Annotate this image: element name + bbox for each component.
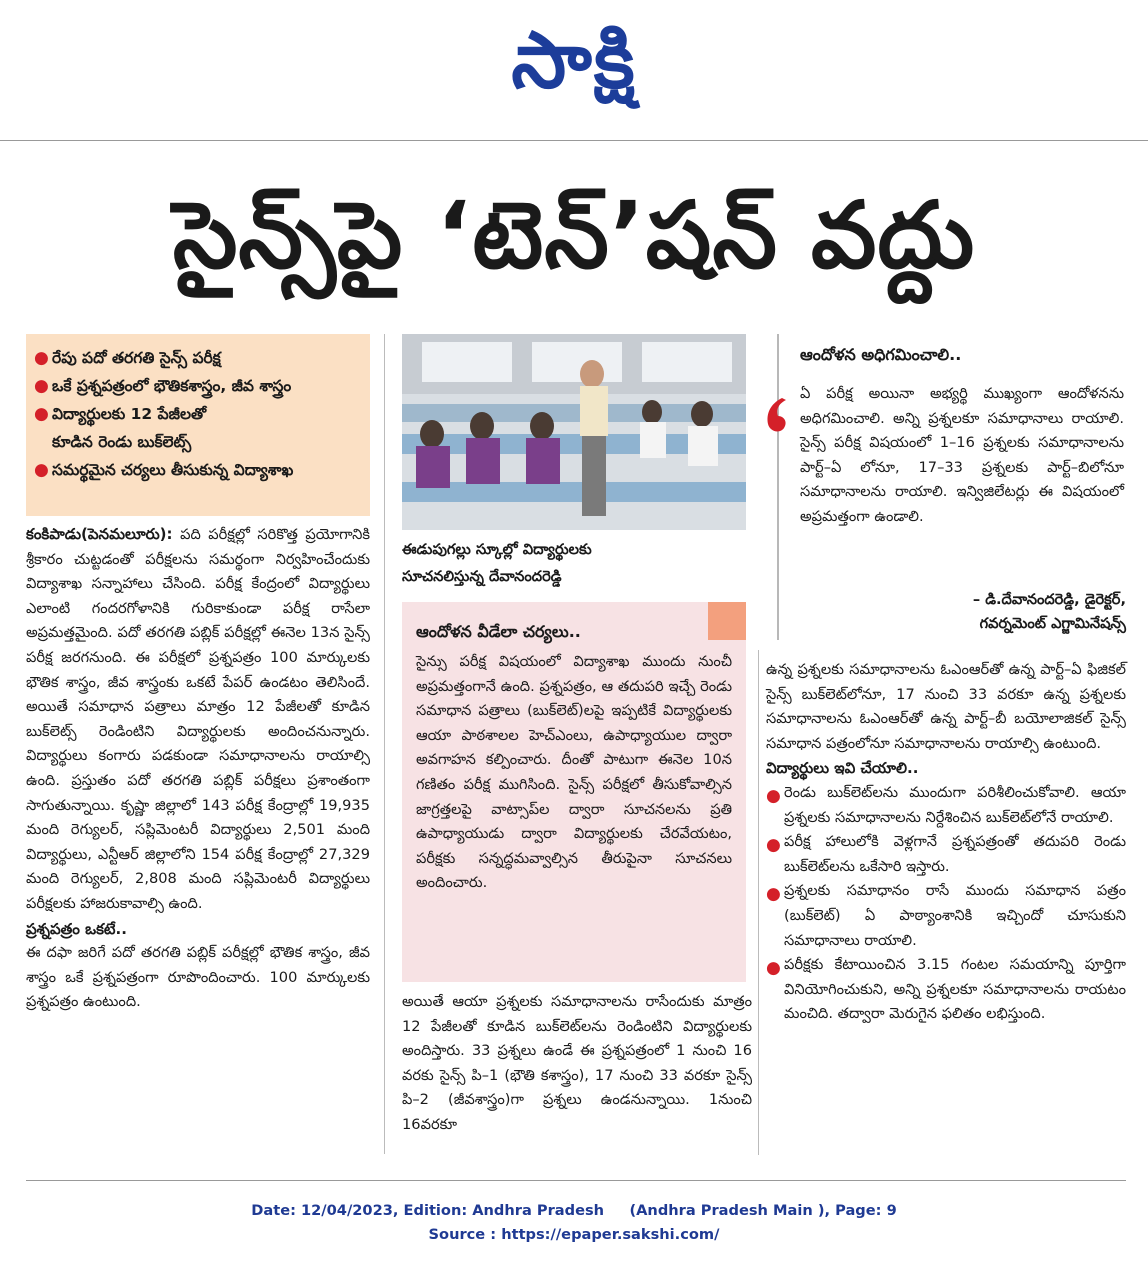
dateline: కంకిపాడు(పెనమలూరు):: [26, 525, 173, 543]
quote-body: ఏ పరీక్ష అయినా అభ్యర్థి ముఖ్యంగా ఆందోళనను అధిగమించాలి. అన్ని ప్రశ్నలకూ సమాధానాలు రాయాలి. సైన్స్ పరీక్ష విషయంలో 1–16 ప్రశ్నలకు సమాధానాలను పార్ట్–ఏ లోనూ, 17–33 ప్రశ్నలకు పార్ట్–బిలోనూ సమాధానాలను రాయాలి. ఇన్విజిలేటర్లు ఈ విషయంలో అప్రమత్తంగా ఉండాలి.: [800, 385, 1124, 525]
highlights-box: [26, 334, 370, 516]
column-divider: [758, 650, 759, 1155]
quote-attribution: – డి.దేవానందరెడ్డి, డైరెక్టర్, గవర్నమెంట్ ఎగ్జామినేషన్స్: [972, 591, 1126, 632]
highlight-item: ● విద్యార్థులకు 12 పేజీలతో: [34, 400, 362, 428]
article-paragraph: పది పరీక్షల్లో సరికొత్త ప్రయోగానికి శ్రీకారం చుట్టడంతో పరీక్షలను సమర్థంగా నిర్వహించేందుకు విద్యాశాఖ సన్నాహాలు చేసింది. పరీక్ష కేంద్రంలో విద్యార్థులు ఎలాంటి గందరగోళానికి గురికాకుండా పరీక్ష రాసేలా అప్రమత్తమైంది. పదో తరగతి పబ్లిక్ పరీక్షల్లో ఈనెల 13న సైన్స్ పరీక్ష జరగనుంది. ఈ పరీక్షలో ప్రశ్నపత్రం 100 మార్కులకు భౌతిక శాస్త్రం, జీవ శాస్త్రంకు ఒకటే పేపర్ ఉండటం తెలిసిందే. అయితే సమాధాన పత్రాలు మాత్రం 12 పేజీలతో కూడిన బుక్‌లెట్స్ రెండింటిని విద్యార్థులకు అందించనున్నారు. విద్యార్థులు కంగారు పడకుండా సమాధానాలను రాయాల్సి ఉంది. ప్రస్తుతం పదో తరగతి పబ్లిక్ పరీక్షలు ప్రశాంతంగా సాగుతున్నాయి. కృష్ణా జిల్లాలో 143 పరీక్ష కేంద్రాల్లో 19,935 మంది రెగ్యులర్, సప్లిమెంటరీ విద్యార్థులు 2,501 మంది విద్యార్థులు, ఎన్టీఆర్ జిల్లాలోని 154 పరీక్ష కేంద్రాల్లో 27,329 మంది రెగ్యులర్, 2,808 మంది సప్లిమెంటరీ విద్యార్థులు పరీక్షలకు హాజరుకావాల్సి ఉంది.: [26, 526, 371, 912]
bullet-icon: ●: [34, 460, 49, 480]
dos-item: ● పరీక్షకు కేటాయించిన 3.15 గంటల సమయాన్ని పూర్తిగా వినియోగించుకుని, అన్ని ప్రశ్నలకూ సమాధానాలను రాయటం మంచిది. తద్వారా మెరుగైన ఫలితం లభిస్తుంది.: [766, 956, 1126, 1023]
column-divider: [384, 334, 385, 1154]
box-accent: [708, 602, 746, 640]
article-column-2: [402, 990, 752, 1138]
bullet-icon: ●: [766, 835, 781, 856]
highlight-item: ● సమర్థమైన చర్యలు తీసుకున్న విద్యాశాఖ: [34, 456, 362, 484]
bullet-icon: ●: [34, 376, 49, 396]
classroom-photo: [402, 334, 746, 530]
subhead: ప్రశ్నపత్రం ఒకటే..: [26, 919, 127, 938]
box-title: ఆందోళన వీడేలా చర్యలు..: [416, 622, 581, 641]
measures-box: [402, 602, 746, 982]
headline: సైన్స్‌పై ‘టెన్’షన్ వద్దు: [172, 182, 976, 289]
bullet-icon: ●: [766, 785, 781, 806]
classroom-photo-illustration: [402, 334, 746, 530]
footer-date-edition: Date: 12/04/2023, Edition: Andhra Pradesh (Andhra Pradesh Main ), Page: 9: [251, 1202, 897, 1219]
highlight-item-continuation: కూడిన రెండు బుక్‌లెట్స్: [52, 433, 192, 451]
article-paragraph: అయితే ఆయా ప్రశ్నలకు సమాధానాలను రాసేందుకు మాత్రం 12 పేజీలతో కూడిన బుక్‌లెట్‌లను రెండింటిని విద్యార్థులకు అందిస్తారు. 33 ప్రశ్నలు ఉండే ఈ ప్రశ్నపత్రంలో 1 నుంచి 16 వరకు సైన్స్ పి–1 (భౌతి కశాస్త్రం), 17 నుంచి 33 వరకూ సైన్స్ పి–2 (జీవశాస్త్రం)గా ప్రశ్నలు ఉండనున్నాయి. 1నుంచి 16వరకూ: [402, 993, 752, 1133]
footer-source[interactable]: Source : https://epaper.sakshi.com/: [428, 1226, 720, 1243]
dos-item: ● రెండు బుక్‌లెట్‌లను ముందుగా పరిశీలించుకోవాలి. ఆయా ప్రశ్నలకు సమాధానాలను నిర్దేశించిన బుక్‌లెట్‌లోనే రాయాలి.: [766, 783, 1126, 826]
bottom-divider: [26, 1180, 1126, 1181]
article-paragraph: ఉన్న ప్రశ్నలకు సమాధానాలను ఓఎంఆర్‌తో ఉన్న పార్ట్–ఏ ఫిజికల్ సైన్స్ బుక్‌లెట్‌లోనూ, 17 నుంచి 33 వరకూ ఉన్న ప్రశ్నలకు సమాధానాలను ఓఎంఆర్‌తో ఉన్న పార్ట్–బీ బయోలాజికల్ సైన్స్ సమాధాన పత్రంలోనూ సమాధానాలను రాయాల్సి ఉంటుంది.: [766, 661, 1126, 752]
article-column-3: [766, 658, 1126, 1027]
bullet-icon: ●: [34, 348, 49, 368]
quote-rule: [777, 334, 779, 640]
dos-item: ● పరీక్ష హాలులోకి వెళ్లగానే ప్రశ్నపత్రంతో తదుపరి రెండు బుక్‌లెట్‌లను ఒకేసారి ఇస్తారు.: [766, 833, 1126, 875]
bullet-icon: ●: [766, 884, 781, 905]
top-divider: [0, 140, 1148, 141]
article-paragraph: ఈ దఫా జరిగే పదో తరగతి పబ్లిక్ పరీక్షల్లో భౌతిక శాస్త్రం, జీవ శాస్త్రం ఒకే ప్రశ్నపత్రంగా రూపొందించారు. 100 మార్కులకు ప్రశ్నపత్రం ఉంటుంది.: [26, 944, 370, 1011]
photo-caption: ఈడుపుగల్లు స్కూల్లో విద్యార్థులకు సూచనలిస్తున్న దేవానందరెడ్డి: [402, 541, 592, 585]
dos-item: ● ప్రశ్నలకు సమాధానం రాసే ముందు సమాధాన పత్రం (బుక్‌లెట్) ఏ పాఠ్యాంశానికి ఇచ్చిందో చూసుకుని సమాధానాలు రాయాలి.: [766, 882, 1126, 949]
dos-title: విద్యార్థులు ఇవి చేయాలి..: [766, 759, 919, 778]
article-column-1: [26, 522, 370, 1015]
masthead-logo: సాక్షి: [511, 16, 637, 106]
quote-title: ఆందోళన అధిగమించాలి..: [800, 345, 962, 364]
highlight-item: ● రేపు పదో తరగతి సైన్స్ పరీక్ష: [34, 344, 362, 372]
bullet-icon: ●: [34, 404, 49, 424]
quote-mark-icon: [764, 396, 792, 436]
bullet-icon: ●: [766, 958, 781, 979]
box-body: సైన్సు పరీక్ష విషయంలో విద్యాశాఖ ముందు నుంచీ అప్రమత్తంగానే ఉంది. ప్రశ్నపత్రం, ఆ తదుపరి ఇచ్చే రెండు సమాధాన పత్రాలు (బుక్‌లెట్)లపై ఇప్పటికే విద్యార్థులకు ఆయా పాఠశాలల హెచ్ఎంలు, ఉపాధ్యాయుల ద్వారా అవగాహన కల్పించారు. దీంతో పాటుగా ఈనెల 10న గణితం పరీక్ష ముగిసింది. సైన్స్ పరీక్షలో తీసుకోవాల్సిన జాగ్రత్తలపై వాట్సాప్‌ల ద్వారా సూచనలను ప్రతి ఉపాధ్యాయుడు ద్వారా విద్యార్థులకు చేరవేయటం, పరీక్షకు సన్నద్ధమవ్వాల్సిన తీరుపైనా సూచనలు అందించారు.: [416, 653, 732, 892]
highlight-item: ● ఒకే ప్రశ్నపత్రంలో భౌతికశాస్త్రం, జీవ శాస్త్రం: [34, 372, 362, 400]
